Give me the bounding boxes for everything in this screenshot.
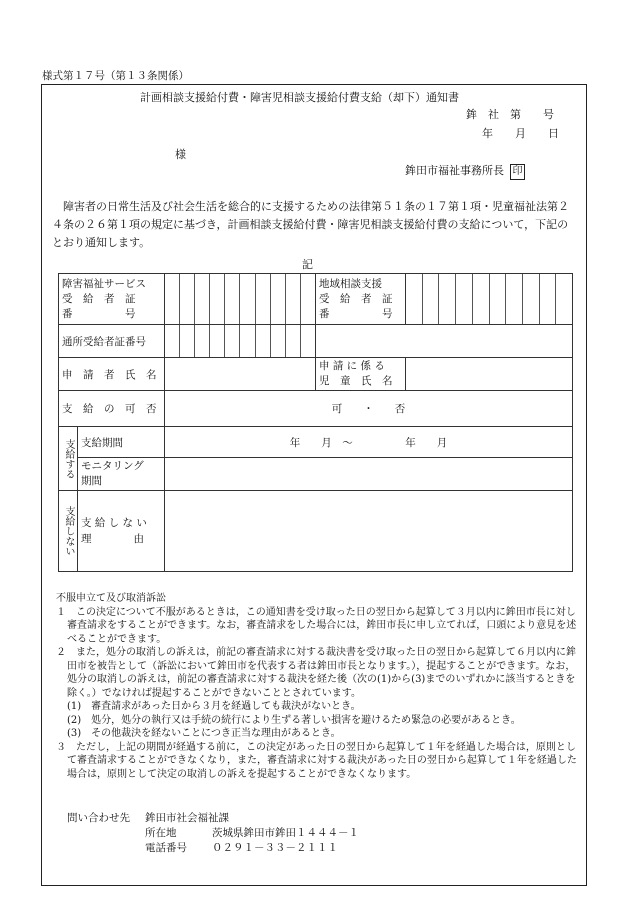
- day-cert-number-boxes: [165, 325, 316, 358]
- applicant-name-label: 申 請 者 氏 名: [59, 358, 165, 391]
- service-cert-label: 障害福祉サービス 受 給 者 証 番 号: [59, 274, 165, 325]
- note-2-item-3: (3) その他裁決を経ないことにつき正当な理由があるとき。: [67, 728, 341, 739]
- ki-label: 記: [302, 258, 313, 271]
- day-cert-blank: [316, 325, 573, 358]
- issuer-name: 鉾田市福祉事務所長: [405, 164, 504, 177]
- note-2-item-1: (1) 審査請求があった日から３月を経過しても裁決がないとき。: [67, 701, 361, 712]
- row-approval: [59, 391, 573, 427]
- no-supply-reason-label: 支 給 し な い 理 由: [78, 491, 165, 572]
- contact-address-label: 所在地: [145, 827, 177, 839]
- note-1: １ この決定について不服があるときは，この通知書を受け取った日の翌日から起算して３月以内に鉾田市長に対し審査請求をすることができます。なお，審査請求をした場合には，鉾田市長に申し立てれば，口頭により意見を述べることができます。: [56, 606, 577, 645]
- applicant-name-value: [165, 358, 316, 391]
- addressee-suffix: 様: [175, 148, 186, 161]
- period-label: 支給期間: [78, 427, 165, 458]
- note-3: ３ ただし，上記の期間が経過する前に，この決定があった日の翌日から起算して１年を経過した場合は，原則として審査請求することができなくなり，また，審査請求に対する裁決があった日の翌日から起算して１年を経過した場合は，原則として決定の取消しの訴えを提起することができなくなります。: [56, 741, 577, 780]
- period-value: 年 月 ～ 年 月: [165, 427, 573, 458]
- child-name-label: 申 請 に 係 る 児 童 氏 名: [316, 358, 406, 391]
- row-no-supply: [59, 491, 573, 572]
- supply-group-label: 支給する: [59, 427, 78, 491]
- no-supply-group-label: 支給しない: [59, 491, 78, 572]
- regional-cert-number-boxes: [406, 274, 573, 325]
- contact-label: 問い合わせ先: [67, 812, 130, 824]
- regional-cert-label: 地域相談支援 受 給 者 証 番 号: [316, 274, 406, 325]
- service-cert-number-boxes: [165, 274, 316, 325]
- form-number: 様式第１７号（第１３条関係）: [42, 70, 189, 82]
- document-date: 年 月 日: [482, 127, 559, 140]
- day-cert-label: 通所受給者証番号: [59, 325, 165, 358]
- note-2-item-2: (2) 処分，処分の執行又は手続の続行により生ずる著しい損害を避けるため緊急の必要があるとき。: [67, 714, 521, 726]
- contact-phone: ０２９１－３３－２１１１: [212, 842, 338, 854]
- monitoring-label: モニタリング 期間: [78, 458, 165, 491]
- document-number: 鉾 社 第 号: [466, 108, 554, 121]
- monitoring-value: [165, 458, 573, 491]
- no-supply-reason-value: [165, 491, 573, 572]
- contact-phone-label: 電話番号: [145, 842, 187, 854]
- issuer: [405, 162, 525, 180]
- approval-label: 支 給 の 可 否: [59, 391, 165, 427]
- approval-value: 可 ・ 否: [165, 391, 573, 427]
- contact-address: 茨城県鉾田市鉾田１４４４－１: [212, 827, 359, 839]
- body-text: 障害者の日常生活及び社会生活を総合的に支援するための法律第５１条の１７第１項・児童福祉法第２４条の２６第１項の規定に基づき，計画相談支援給付費・障害児相談支援給付費の支給について，下記のとおり通知します。: [52, 200, 569, 249]
- appeal-notes: [56, 592, 581, 781]
- notes-heading: 不服申立て及び取消訴訟: [56, 593, 166, 604]
- contact-dept: 鉾田市社会福祉課: [145, 812, 229, 824]
- details-table: [58, 273, 573, 572]
- row-day-cert: [59, 325, 573, 358]
- row-certificates: [59, 274, 573, 325]
- child-name-value: [406, 358, 573, 391]
- row-names: [59, 358, 573, 391]
- document-title: 計画相談支援給付費・障害児相談支援給付費支給（却下）通知書: [140, 91, 459, 104]
- row-monitoring: [59, 458, 573, 491]
- row-period: [59, 427, 573, 458]
- seal-stamp: 印: [510, 164, 525, 180]
- note-2: ２ また，処分の取消しの訴えは，前記の審査請求に対する裁決書を受け取った日の翌日から起算して６月以内に鉾田市を被告として（訴訟において鉾田市を代表する者は鉾田市長となります。），提起することができます。なお，処分の取消しの訴えは，前記の審査請求に対する裁決を経た後（次の(1)から(3)までのいずれかに該当するときを除く。）でなければ提起することができないこととされています。: [56, 647, 576, 699]
